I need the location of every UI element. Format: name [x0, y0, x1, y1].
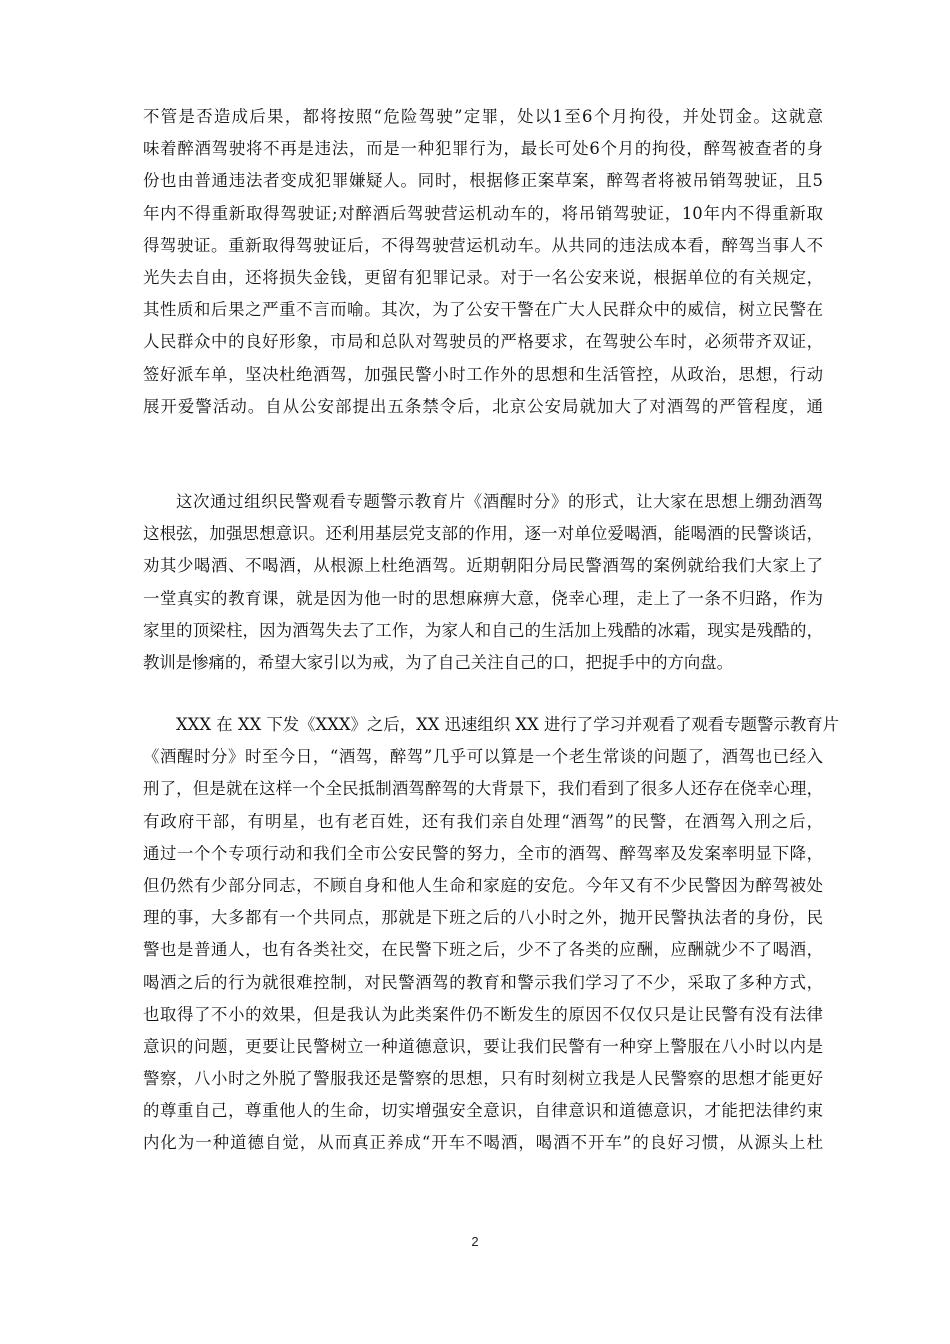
text-line: 不管是否造成后果，都将按照“危险驾驶”定罪，处以1至6个月拘役，并处罚金。这就意	[143, 107, 823, 126]
text-line: 份也由普通违法者变成犯罪嫌疑人。同时，根据修正案草案，醉驾者将被吊销驾驶证，且5	[143, 171, 823, 191]
text-line: 人民群众中的良好形象，市局和总队对驾驶员的严格要求，在驾驶公车时，必须带齐双证，	[143, 332, 823, 352]
text-line: 教训是惨痛的，希望大家引以为戒，为了自己关注自己的口，把捉手中的方向盘。	[143, 652, 734, 672]
text-line: XXX 在 XX 下发《XXX》之后，XX 迅速组织 XX 进行了学习并观看了观看专题警示教育片	[176, 715, 840, 734]
text-line: 得驾驶证。重新取得驾驶证后，不得驾驶营运机动车。从共同的违法成本看，醉驾当事人不	[143, 235, 823, 255]
text-line: 《酒醒时分》时至今日，“酒驾，醉驾”几乎可以算是一个老生常谈的问题了，酒驾也已经入	[143, 747, 823, 767]
text-line: 意识的问题，更要让民警树立一种道德意识，要让我们民警有一种穿上警服在八小时以内是	[143, 1036, 823, 1056]
text-line: 但仍然有少部分同志，不顾自身和他人生命和家庭的安危。今年又有不少民警因为醉驾被处	[143, 875, 823, 895]
text-line: 年内不得重新取得驾驶证;对醉酒后驾驶营运机动车的，将吊销驾驶证，10年内不得重新取	[143, 203, 823, 223]
text-line: 签好派车单，坚决杜绝酒驾，加强民警小时工作外的思想和生活管控，从政治，思想，行动	[143, 364, 823, 384]
text-line: 劝其少喝酒、不喝酒，从根源上杜绝酒驾。近期朝阳分局民警酒驾的案例就给我们大家上了	[143, 556, 823, 576]
text-line: 喝酒之后的行为就很难控制，对民警酒驾的教育和警示我们学习了不少，采取了多种方式，	[143, 972, 823, 992]
text-line: 刑了，但是就在这样一个全民抵制酒驾醉驾的大背景下，我们看到了很多人还存在侥幸心理，	[143, 779, 823, 799]
paragraph-1	[143, 101, 823, 423]
text-line: 也取得了不小的效果，但是我认为此类案件仍不断发生的原因不仅仅只是让民警有没有法律	[143, 1004, 823, 1024]
text-line: 这次通过组织民警观看专题警示教育片《酒醒时分》的形式，让大家在思想上绷劲酒驾	[176, 492, 823, 511]
text-line: 警也是普通人，也有各类社交，在民警下班之后，少不了各类的应酬，应酬就少不了喝酒，	[143, 940, 823, 960]
text-line: 通过一个个专项行动和我们全市公安民警的努力，全市的酒驾、醉驾率及发案率明显下降，	[143, 843, 823, 863]
page-number: 2	[471, 1234, 479, 1249]
text-line: 理的事，大多都有一个共同点，那就是下班之后的八小时之外，抛开民警执法者的身份，民	[143, 908, 823, 928]
text-line: 这根弦，加强思想意识。还利用基层党支部的作用，逐一对单位爱喝酒，能喝酒的民警谈话，	[143, 524, 823, 544]
text-line: 味着醉酒驾驶将不再是违法，而是一种犯罪行为，最长可处6个月的拘役，醉驾被查者的身	[143, 139, 823, 159]
text-line: 家里的顶梁柱，因为酒驾失去了工作，为家人和自己的生活加上残酷的冰霜，现实是残酷的，	[143, 620, 823, 640]
text-line: 有政府干部，有明星，也有老百姓，还有我们亲自处理“酒驾”的民警，在酒驾入刑之后，	[143, 811, 823, 831]
paragraph-3	[143, 709, 840, 1160]
text-line: 的尊重自己，尊重他人的生命，切实增强安全意识，自律意识和道德意识，才能把法律约束	[143, 1101, 823, 1121]
text-line: 警察，八小时之外脱了警服我还是警察的思想，只有时刻树立我是人民警察的思想才能更好	[143, 1069, 823, 1089]
text-line: 一堂真实的教育课，就是因为他一时的思想麻痹大意，侥幸心理，走上了一条不归路，作为	[143, 588, 823, 608]
text-line: 光失去自由，还将损失金钱，更留有犯罪记录。对于一名公安来说，根据单位的有关规定，	[143, 267, 823, 287]
text-line: 内化为一种道德自觉，从而真正养成“开车不喝酒，喝酒不开车”的良好习惯，从源头上杜	[143, 1133, 823, 1153]
paragraph-2	[143, 486, 823, 679]
text-line: 其性质和后果之严重不言而喻。其次，为了公安干警在广大人民群众中的威信，树立民警在	[143, 300, 823, 320]
text-line: 展开爱警活动。自从公安部提出五条禁令后，北京公安局就加大了对酒驾的严管程度，通	[143, 396, 823, 416]
